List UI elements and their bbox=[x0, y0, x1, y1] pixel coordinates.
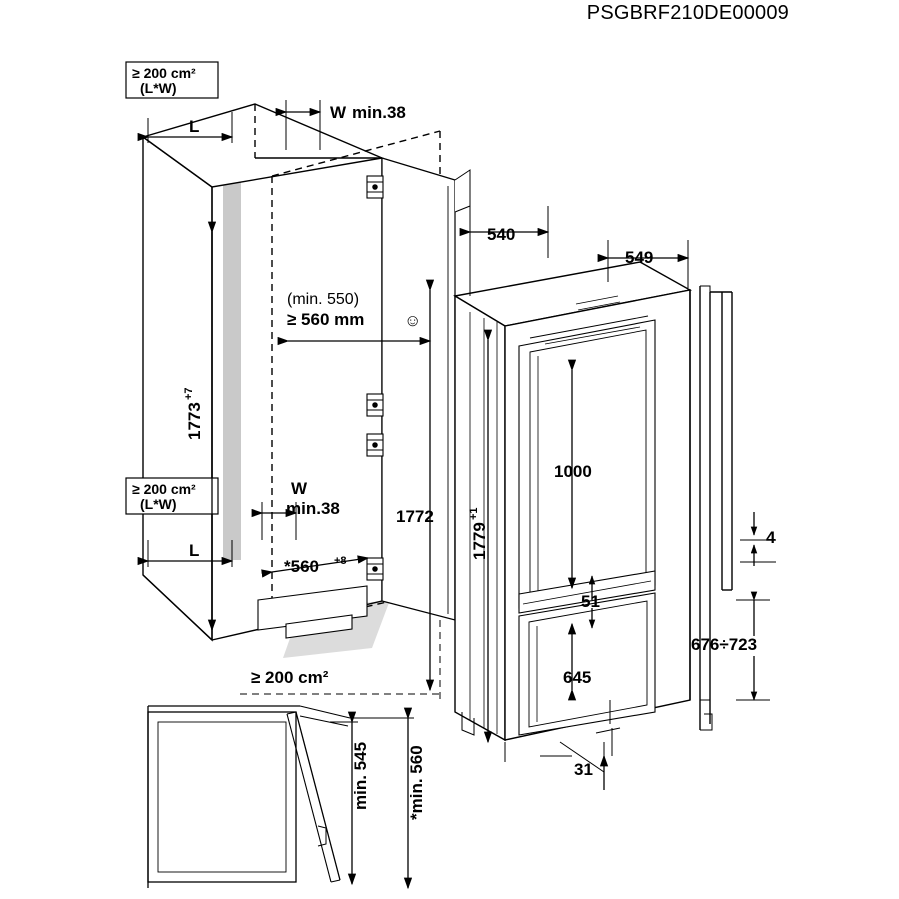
dim-label-645: 645 bbox=[563, 668, 592, 687]
dim-label-549: 549 bbox=[625, 248, 654, 267]
dim-label-1773-sup: +7 bbox=[183, 387, 195, 400]
hinge-icon bbox=[367, 176, 383, 198]
dim-label-4: 4 bbox=[766, 528, 776, 547]
dim-label-31: 31 bbox=[574, 760, 593, 779]
vent-bottom-label-line1: ≥ 200 cm² bbox=[132, 481, 196, 497]
appliance-view bbox=[455, 206, 690, 790]
dim-label-Wmin-bottom: min.38 bbox=[286, 499, 340, 518]
dim-label-min-545: min. 545 bbox=[351, 741, 370, 810]
document-code: PSGBRF210DE00009 bbox=[586, 2, 789, 24]
dim-label-540: 540 bbox=[487, 225, 516, 244]
vent-top-label-line2: (L*W) bbox=[140, 80, 177, 96]
hinge-icon bbox=[367, 558, 383, 580]
plan-view bbox=[148, 706, 414, 888]
dim-label-1779-sup: +1 bbox=[468, 507, 480, 520]
dim-label-L-bottom: L bbox=[189, 541, 200, 560]
hinge-icon bbox=[367, 434, 383, 456]
vent-bottom-label-line2: (L*W) bbox=[140, 496, 177, 512]
vent-floor-label: ≥ 200 cm² bbox=[251, 668, 329, 687]
dim-label-1000: 1000 bbox=[554, 462, 592, 481]
dim-label-51: 51 bbox=[581, 592, 600, 611]
dim-label-1779: 1779 bbox=[470, 522, 489, 560]
dim-label-560: *560 bbox=[284, 557, 319, 576]
dim-label-W-top: W bbox=[330, 103, 347, 122]
vent-top-label-line1: ≥ 200 cm² bbox=[132, 65, 196, 81]
niche-cabinet-view bbox=[126, 62, 470, 700]
dim-label-1772: 1772 bbox=[396, 507, 434, 526]
door-panel-section-view bbox=[700, 286, 776, 730]
dim-label-min-560: *min. 560 bbox=[407, 745, 426, 820]
dim-label-Wmin-top: min.38 bbox=[352, 103, 406, 122]
hinge-icon bbox=[367, 394, 383, 416]
depth-min-note: (min. 550) bbox=[287, 291, 360, 308]
dim-label-560-sup: +8 bbox=[334, 555, 347, 567]
depth-min-value: ≥ 560 mm bbox=[287, 310, 365, 329]
smiley-icon: ☺ bbox=[404, 311, 422, 330]
dim-label-W-bottom: W bbox=[291, 479, 308, 498]
dim-label-1773: 1773 bbox=[185, 402, 204, 440]
dim-label-L-top: L bbox=[189, 117, 200, 136]
dim-label-676-723: 676÷723 bbox=[691, 635, 758, 654]
